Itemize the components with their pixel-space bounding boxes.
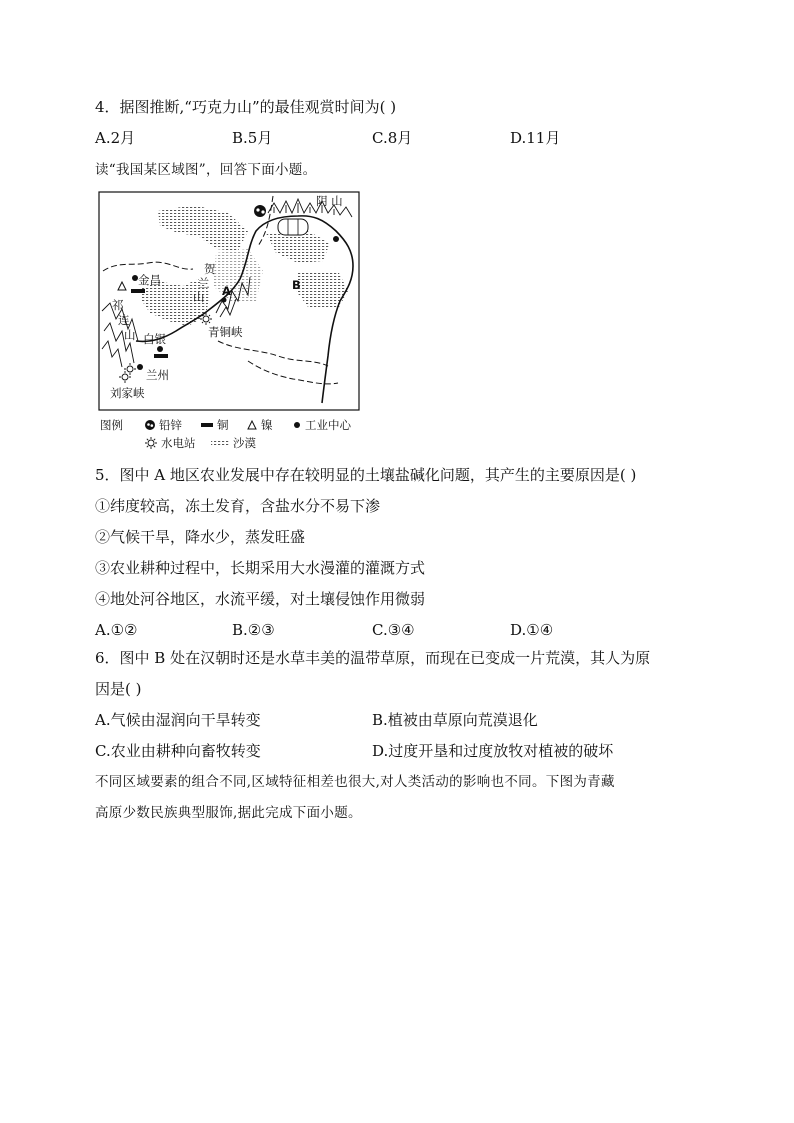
map-label-yinshan: 阴 山 [316, 194, 343, 208]
desert-icon [210, 437, 230, 449]
legend-item-lead-zinc: 铅锌 [144, 417, 182, 433]
legend-title: 图例 [100, 418, 123, 432]
industrial-center-symbol [333, 236, 339, 242]
map-label-qingtongxia: 青铜峡 [208, 325, 243, 339]
legend-item-industrial-center: 工业中心 [292, 417, 351, 433]
lead-zinc-icon [144, 419, 156, 431]
map-label-qilian-3: 山 [124, 328, 136, 342]
map-label-lanzhou: 兰州 [146, 368, 169, 382]
map-label-helan-2: 兰 [198, 276, 210, 290]
map-label-helan-1: 贺 [204, 262, 216, 276]
q6-option-a: A.气候由湿润向干旱转变 [95, 711, 261, 729]
q6-option-d: D.过度开垦和过度放牧对植被的破坏 [372, 742, 614, 760]
legend-item-nickel: 镍 [246, 417, 273, 433]
urban-area [278, 219, 308, 235]
region-map [98, 191, 360, 411]
nickel-icon [246, 419, 258, 431]
intro-read-map: 读“我国某区域图”，回答下面小题。 [95, 162, 317, 178]
q5-option-b: B.②③ [232, 621, 275, 639]
q5-option-d: D.①④ [510, 621, 554, 639]
q4-option-c: C.8月 [372, 129, 413, 147]
intro2-line1: 不同区域要素的组合不同,区域特征相差也很大,对人类活动的影响也不同。下图为青藏 [95, 774, 615, 790]
q4-stem: 4．据图推断,“巧克力山”的最佳观赏时间为( ) [95, 98, 397, 116]
q6-option-b: B.植被由草原向荒漠退化 [372, 711, 538, 729]
legend-item-hydropower: 水电站 [144, 435, 196, 451]
map-label-qilian-2: 连 [118, 313, 130, 327]
map-label-b: B [292, 278, 301, 292]
map-label-qilian-1: 祁 [112, 298, 124, 312]
q6-option-c: C.农业由耕种向畜牧转变 [95, 742, 261, 760]
map-label-a: A [222, 284, 231, 298]
point-a-symbol [222, 298, 227, 303]
q5-statement-1: ①纬度较高，冻土发育，含盐水分不易下渗 [95, 497, 381, 515]
legend-item-desert: 沙漠 [210, 435, 256, 451]
hydropower-icon [144, 436, 158, 450]
q5-statement-3: ③农业耕种过程中，长期采用大水漫灌的灌溉方式 [95, 559, 426, 577]
map-label-jinchang: 金昌 [138, 273, 161, 287]
map-legend [100, 417, 370, 453]
copper-icon [200, 419, 214, 431]
q4-option-a: A.2月 [95, 129, 136, 147]
map-label-liujiaxia: 刘家峡 [110, 386, 145, 400]
q4-option-b: B.5月 [232, 129, 273, 147]
intro2-line2: 高原少数民族典型服饰,据此完成下面小题。 [95, 805, 362, 821]
q5-statement-4: ④地处河谷地区，水流平缓，对土壤侵蚀作用微弱 [95, 590, 426, 608]
legend-item-copper: 铜 [200, 417, 229, 433]
industrial-center-symbol [157, 346, 163, 352]
q5-option-a: A.①② [95, 621, 138, 639]
industrial-center-icon [292, 419, 302, 431]
industrial-center-symbol [137, 364, 143, 370]
q6-stem-line2: 因是( ) [95, 680, 142, 698]
copper-symbol [154, 354, 168, 358]
map-label-helan-3: 山 [193, 290, 205, 304]
q4-option-d: D.11月 [510, 129, 561, 147]
q6-stem-line1: 6．图中 B 处在汉朝时还是水草丰美的温带草原，而现在已变成一片荒漠，其人为原 [95, 649, 651, 667]
q5-stem: 5．图中 A 地区农业发展中存在较明显的土壤盐碱化问题，其产生的主要原因是( ) [95, 466, 637, 484]
copper-symbol [131, 289, 145, 293]
map-label-baiyin: 白银 [143, 332, 166, 346]
q5-statement-2: ②气候干旱，降水少，蒸发旺盛 [95, 528, 306, 546]
lead-zinc-symbol [254, 205, 266, 217]
q5-option-c: C.③④ [372, 621, 415, 639]
